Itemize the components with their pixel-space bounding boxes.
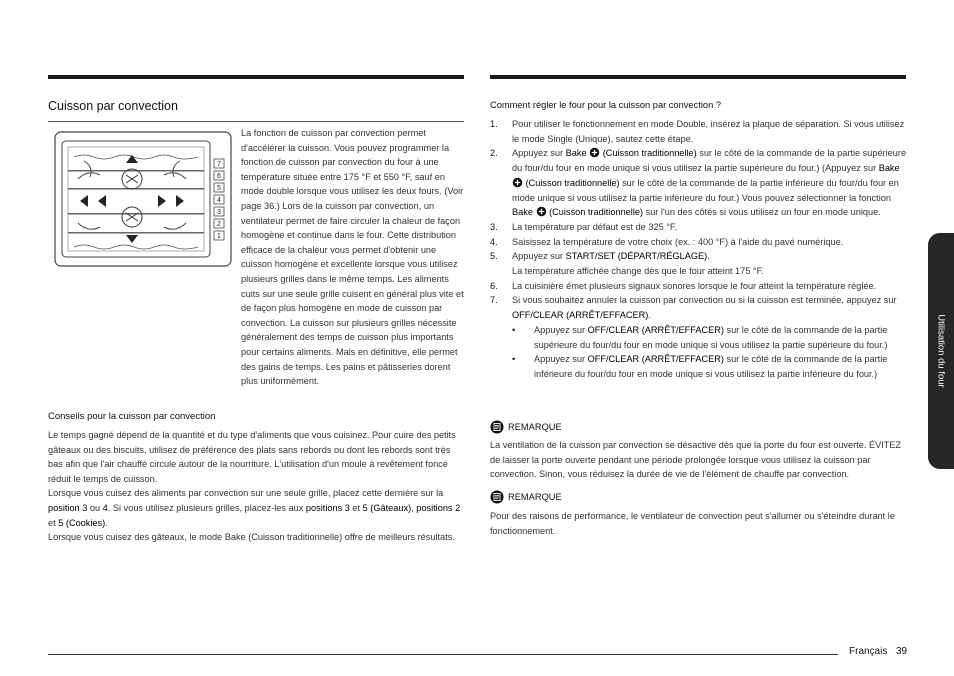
step-6: 6. La cuisinière émet plusieurs signaux sonores lorsque le four atteint la température réglée. — [490, 280, 877, 291]
step-7-bullet: • Appuyez sur OFF/CLEAR (ARRÊT/EFFACER) sur le côté de la commande de la partie inférieure du four/du four en mode unique si vous utilisez la partie inférieure du four.) — [512, 354, 888, 379]
rack-label: 7 — [217, 161, 221, 168]
steps-list — [490, 117, 908, 382]
tips-paragraph: Le temps gagné dépend de la quantité et du type d'aliments que vous cuisinez. Pour cuire des petits gâteaux ou des biscuits, utilisez de préférence des plats sans rebords ou dont les rebords sont très bas afin que l'air chauffé circule autour de la nourriture. L'utilisation d'un moule à revêtement foncé réduit le temps de cuisson. — [48, 430, 456, 484]
rack-label: 6 — [217, 173, 221, 180]
rack-label: 1 — [217, 233, 221, 240]
tips-title: Conseils pour la cuisson par convection — [48, 411, 216, 422]
step-4: 4. Saisissez la température de votre choix (ex. : 400 °F) à l'aide du pavé numérique. — [490, 236, 844, 247]
rack-label: 2 — [217, 221, 221, 228]
how-to-title: Comment régler le four pour la cuisson par convection ? — [490, 100, 721, 110]
note-1-title: REMARQUE — [490, 420, 562, 434]
step-1: 1. Pour utiliser le fonctionnement en mode Double, insérez la plaque de séparation. Si vous utilisez le mode Single (Unique), sautez cette étape. — [490, 119, 905, 144]
chapter-tab-label: Utilisation du four — [935, 314, 947, 388]
tips-paragraph: Lorsque vous cuisez des aliments par convection sur une seule grille, placez cette dernière sur la position 3 ou 4. Si vous utilisez plusieurs grilles, placez-les aux positions 3 et 5 (Gâteaux), positions 2 et 5 (Cookies). — [48, 488, 461, 528]
bake-icon — [589, 147, 600, 158]
note-icon — [490, 490, 504, 504]
note-2-text: Pour des raisons de performance, le ventilateur de convection peut s'allumer ou s'éteindre durant le fonctionnement. — [490, 511, 895, 536]
top-rule-right — [490, 75, 906, 79]
tips-paragraph: Lorsque vous cuisez des gâteaux, le mode Bake (Cuisson traditionnelle) offre de meilleurs résultats. — [48, 532, 455, 543]
convection-oven-diagram — [54, 131, 232, 267]
rack-label: 4 — [217, 197, 221, 204]
chapter-tab — [928, 233, 954, 469]
step-3: 3. La température par défaut est de 325 °F. — [490, 221, 678, 232]
section-divider — [48, 121, 464, 122]
bake-icon — [512, 177, 523, 188]
tips-section — [48, 428, 464, 545]
footer-rule — [48, 654, 838, 655]
footer-language: Français — [849, 646, 888, 657]
step-5: 5. Appuyez sur START/SET (DÉPART/RÉGLAGE). La température affichée change dès que le four atteint 175 °F. — [490, 251, 764, 277]
page-number: 39 — [896, 646, 908, 657]
note-2-title: REMARQUE — [490, 490, 562, 504]
rack-label: 3 — [217, 209, 221, 216]
bake-icon — [536, 206, 547, 217]
step-7-bullet: • Appuyez sur OFF/CLEAR (ARRÊT/EFFACER) sur le côté de la commande de la partie supérieure du four/du four en mode unique si vous utilisez la partie supérieure du four.) — [512, 324, 888, 350]
step-7: 7. Si vous souhaitez annuler la cuisson par convection ou si la cuisson est terminée, appuyez sur OFF/CLEAR (ARRÊT/EFFACER). — [490, 295, 897, 321]
step-2: 2. Appuyez sur Bake (Cuisson traditionnelle) sur le côté de la commande de la partie supérieure du four/du four en mode unique si vous utilisez la partie supérieure du four.) (Appuyez sur Bake (Cuisson traditionnelle) sur le côté de la commande de la partie inférieure du four/du four en mode unique si vous utilisez la partie inférieure du four.) Vous pouvez sélectionner la fonction Bake (Cuisson traditionnelle) sur l'un des côtés si vous utilisez un four en mode unique. — [490, 148, 907, 218]
section-title: Cuisson par convection — [48, 99, 178, 113]
top-rule-left — [48, 75, 464, 79]
note-1-text: La ventilation de la cuisson par convection se désactive dès que la porte du four est ouverte. ÉVITEZ de laisser la porte ouverte pendant une période prolongée lorsque vous utilisez la cuisson par convection. Sinon, vous réduisez la durée de vie de l'élément de chauffe par convection. — [490, 440, 902, 480]
note-icon — [490, 420, 504, 434]
rack-label: 5 — [217, 185, 221, 192]
intro-paragraph: La fonction de cuisson par convection permet d'accélérer la cuisson. Vous pouvez programmer la fonction de cuisson par convection du four à une température située entre 175 °F et 550 °F, sauf en mode double lorsque vous utilisez les deux fours. (Voir page 36.) Lors de la cuisson par convection, un ventilateur permet de faire circuler la chaleur de façon homogène et continue dans le four. Cette distribution efficace de la chaleur vous permet d'obtenir une cuisson homogène et excellente lorsque vous utilisez plusieurs grilles dans le même temps. Les aliments cuits sur une seule grille cuisent en général plus vite et de façon plus homogène en mode de cuisson par convection. La cuisson sur plusieurs grilles nécessite généralement des temps de cuisson plus importants pour certains aliments. Mais en définitive, elle permet des gains de temps. Les pains et pâtisseries dorent plus uniformément. — [241, 128, 464, 387]
